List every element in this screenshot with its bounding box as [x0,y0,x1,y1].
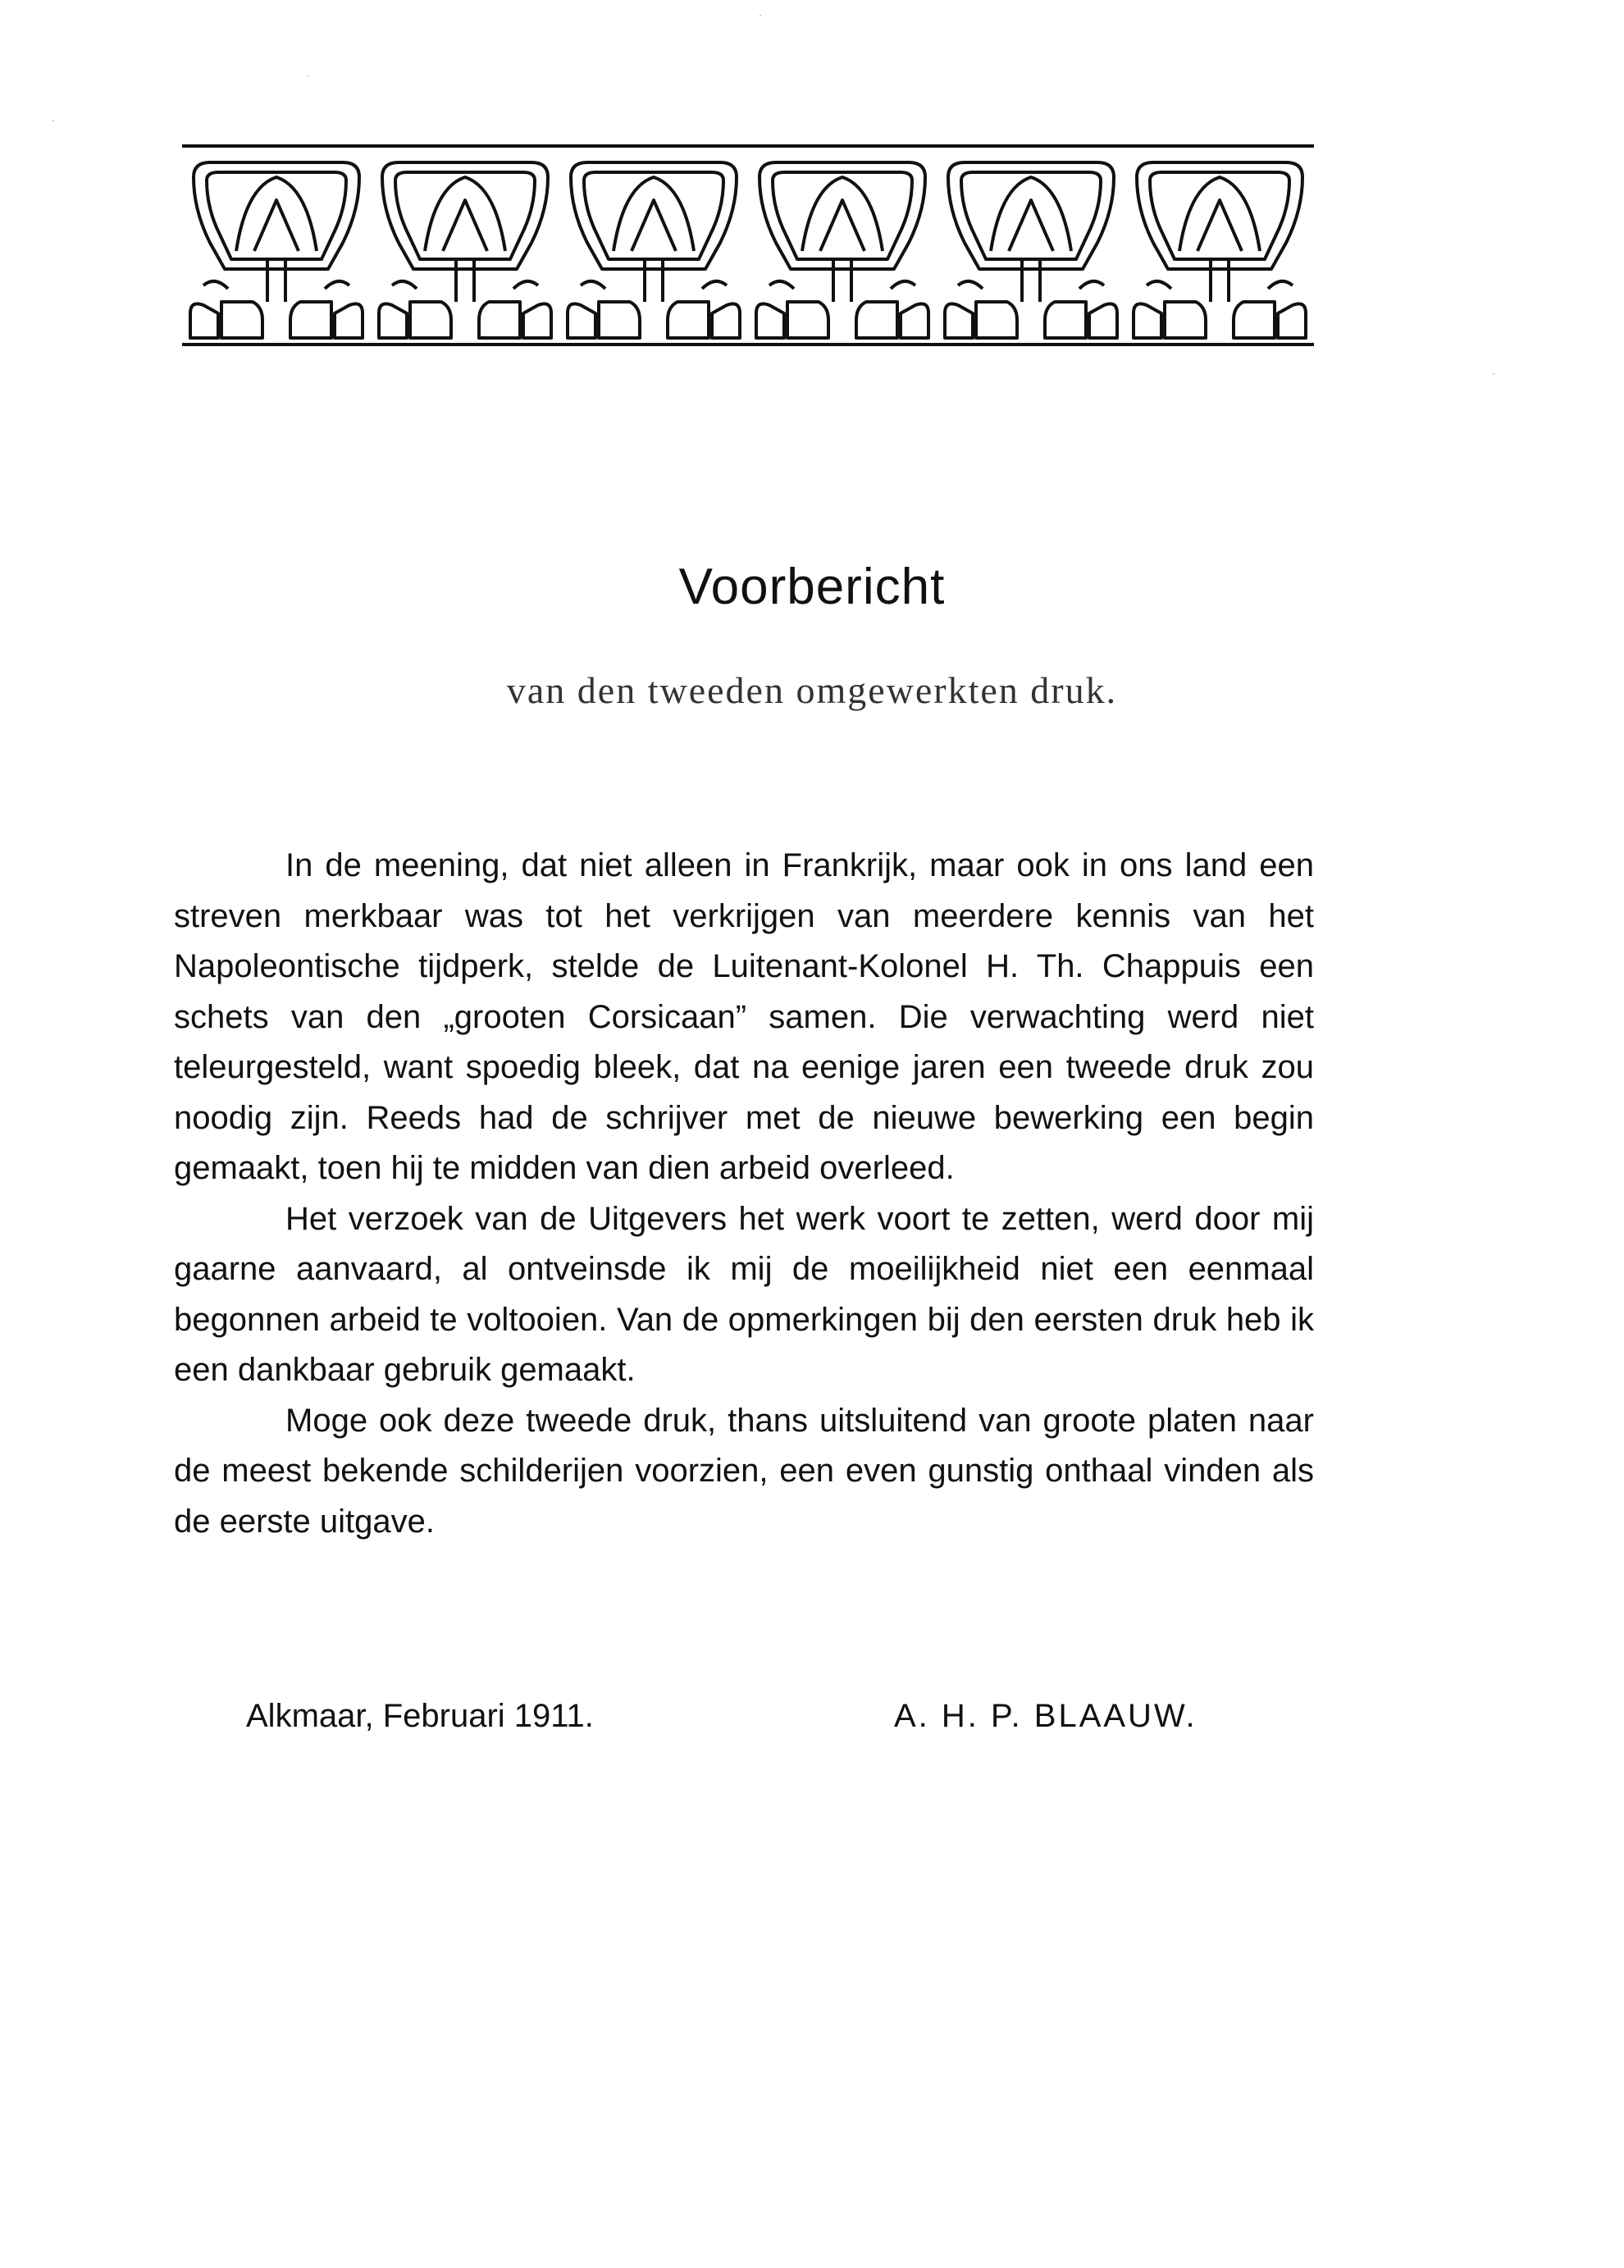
ornament-unit [568,162,740,338]
signature-author: A. H. P. BLAAUW. [894,1698,1197,1734]
art-nouveau-ornament-frieze [182,144,1314,356]
signature-place-date: Alkmaar, Februari 1911. [246,1698,594,1734]
signature-line [0,1698,1624,1747]
page-subtitle: van den tweeden omgewerkten druk. [506,669,1118,711]
preface-body [174,841,1314,1547]
scan-speck [307,75,308,77]
ornament-unit [1134,162,1306,338]
paragraph: Het verzoek van de Uitgevers het werk voort te zetten, werd door mij gaarne aanvaard, al ontveinsde ik mij de moeilijkheid niet een eenmaal begonnen arbeid te voltooien. Van de opmerkingen bij den eersten druk heb ik een dankbaar gebruik gemaakt. [174,1200,1314,1388]
ornament-unit [945,162,1117,338]
paragraph: In de meening, dat niet alleen in Frankrijk, maar ook in ons land een streven merkbaar was tot het verkrijgen van meerdere kennis van het Napoleontische tijdperk, stelde de Luitenant-Kolonel H. Th. Chappuis een schets van den „grooten Corsicaan” samen. Die verwachting werd niet teleurgesteld, want spoedig bleek, dat na eenige jaren een tweede druk zou noodig zijn. Reeds had de schrijver met de nieuwe bewerking een begin gemaakt, toen hij te midden van dien arbeid overleed. [174,847,1314,1186]
ornament-unit [190,162,363,338]
scan-speck [1493,373,1494,375]
ornament-unit [756,162,928,338]
page-title: Voorbericht [678,559,946,615]
scan-speck [760,15,761,16]
scan-speck [52,120,54,121]
ornament-svg [182,144,1314,356]
paragraph: Moge ook deze tweede druk, thans uitsluitend van groote platen naar de meest bekende schilderijen voorzien, een even gunstig onthaal vinden als de eerste uitgave. [174,1402,1314,1540]
ornament-unit [379,162,551,338]
